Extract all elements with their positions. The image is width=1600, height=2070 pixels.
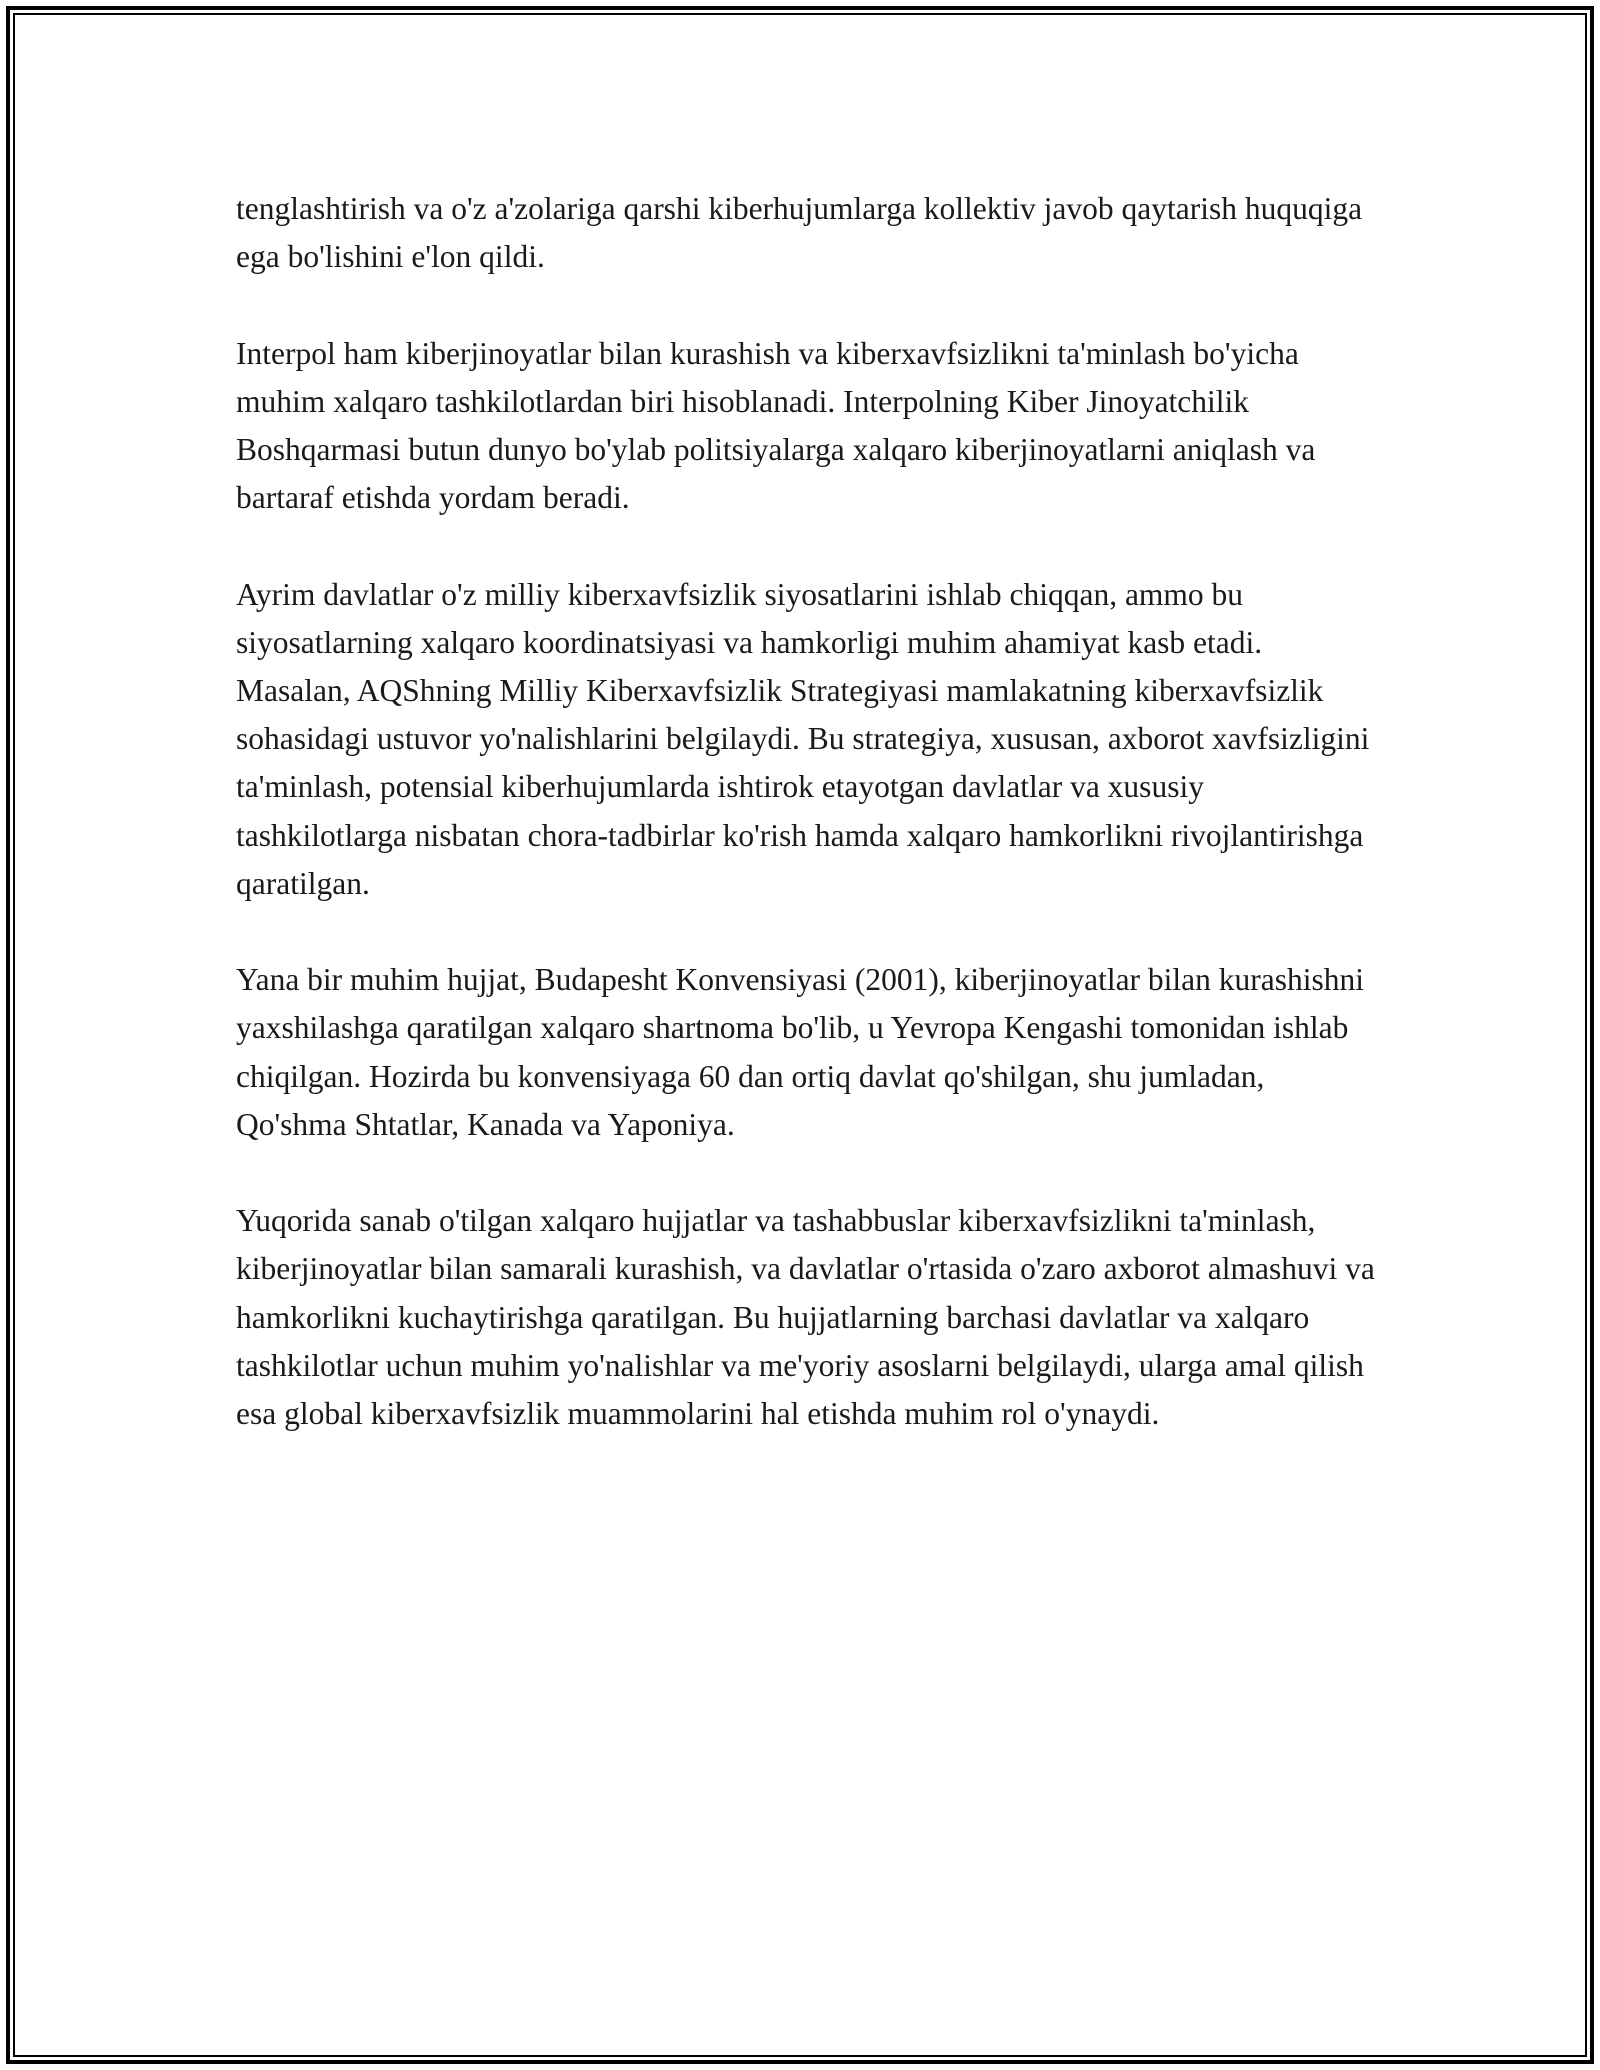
paragraph: Yana bir muhim hujjat, Budapesht Konvensiyasi (2001), kiberjinoyatlar bilan kurashishni yaxshilashga qaratilgan xalqaro shartnoma bo'lib, u Yevropa Kengashi tomonidan ishlab chiqilgan. Hozirda bu konvensiyaga 60 dan ortiq davlat qo'shilgan, shu jumladan, Qo'shma Shtatlar, Kanada va Yaponiya.: [236, 962, 1365, 1142]
paragraph: Ayrim davlatlar o'z milliy kiberxavfsizlik siyosatlarini ishlab chiqqan, ammo bu siyosatlarning xalqaro koordinatsiyasi va hamkorligi muhim ahamiyat kasb etadi. Masalan, AQShning Milliy Kiberxavfsizlik Strategiyasi mamlakatning kiberxavfsizlik sohasidagi ustuvor yo'nalishlarini belgilaydi. Bu strategiya, xususan, axborot xavfsizligini ta'minlash, potensial kiberhujumlarda ishtirok etayotgan davlatlar va xususiy tashkilotlarga nisbatan chora-tadbirlar ko'rish hamda xalqaro hamkorlikni rivojlantirishga qaratilgan.: [236, 576, 1370, 901]
document-body: [236, 185, 1376, 1486]
paragraph: Interpol ham kiberjinoyatlar bilan kurashish va kiberxavfsizlikni ta'minlash bo'yicha muhim xalqaro tashkilotlardan biri hisoblanadi. Interpolning Kiber Jinoyatchilik Boshqarmasi butun dunyo bo'ylab politsiyalarga xalqaro kiberjinoyatlarni aniqlash va bartaraf etishda yordam beradi.: [236, 335, 1316, 516]
paragraph: Yuqorida sanab o'tilgan xalqaro hujjatlar va tashabbuslar kiberxavfsizlikni ta'minlash, kiberjinoyatlar bilan samarali kurashish, va davlatlar o'rtasida o'zaro axborot almashuvi va hamkorlikni kuchaytirishga qaratilgan. Bu hujjatlarning barchasi davlatlar va xalqaro tashkilotlar uchun muhim yo'nalishlar va me'yoriy asoslarni belgilaydi, ularga amal qilish esa global kiberxavfsizlik muammolarini hal etishda muhim rol o'ynaydi.: [236, 1203, 1375, 1432]
paragraph: tenglashtirish va o'z a'zolariga qarshi kiberhujumlarga kollektiv javob qaytarish huquqiga ega bo'lishini e'lon qildi.: [236, 191, 1363, 275]
